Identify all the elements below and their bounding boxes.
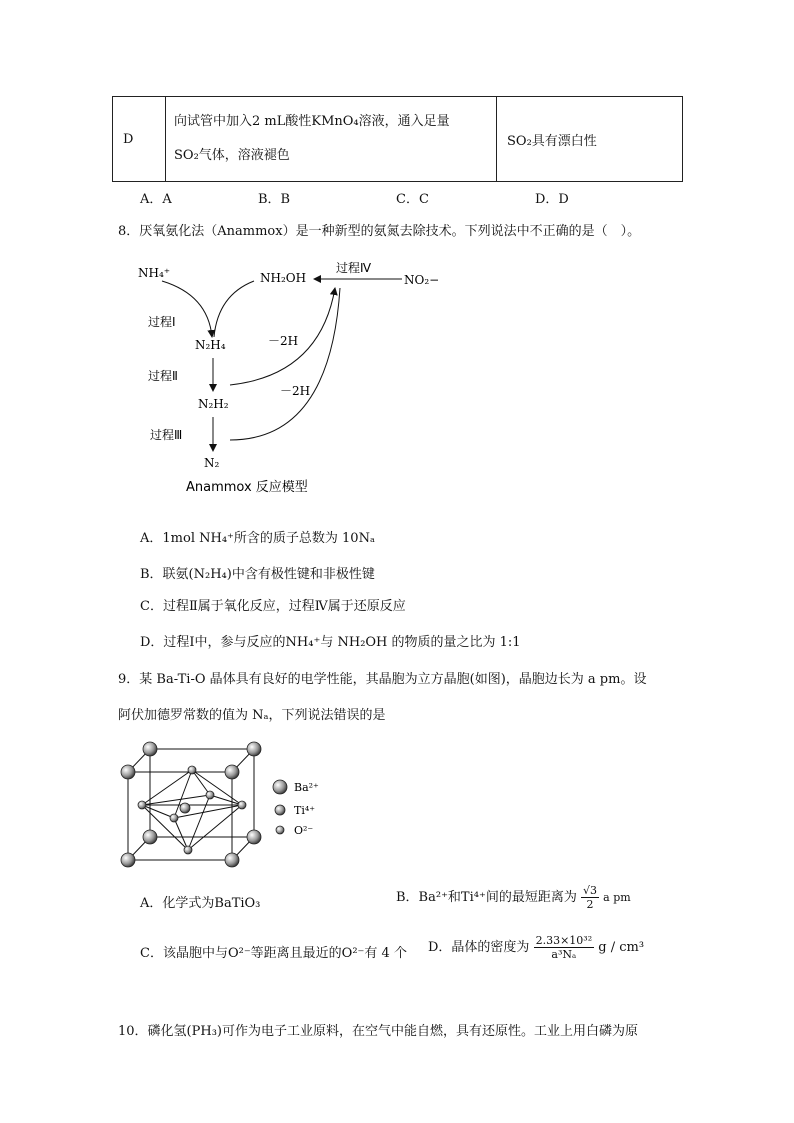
q9-option-d-num: 2.33×10³²: [535, 934, 593, 947]
q7-option-c: C．C: [396, 192, 429, 207]
q9-option-b-unit: a pm: [603, 891, 631, 904]
label-minus2h-b: －2H: [280, 384, 311, 398]
table-row: [113, 97, 683, 182]
q10-stem: 10．磷化氢(PH₃)可作为电子工业原料，在空气中能自燃，具有还原性。工业上用白磷为原: [118, 1024, 638, 1039]
anammox-diagram: [130, 255, 460, 500]
ba-ion: [121, 853, 135, 867]
q8-stem: 8．厌氧氨化法（Anammox）是一种新型的氨氮去除技术。下列说法中不正确的是（ ）。: [118, 224, 641, 239]
q9-stem-line-2: 阿伏加德罗常数的值为 Nₐ，下列说法错误的是: [118, 708, 386, 723]
ba-ion: [143, 830, 157, 844]
q9-option-b-den: 2: [586, 898, 594, 911]
ba-ion: [247, 742, 261, 756]
o-ion: [184, 846, 192, 854]
q9-option-d-text: D．晶体的密度为: [428, 940, 530, 955]
q9-option-b: [396, 884, 631, 911]
q7-option-d: D．D: [535, 192, 569, 207]
q8-option-b: B．联氨(N₂H₄)中含有极性键和非极性键: [140, 567, 375, 582]
legend-o-ball: [276, 826, 284, 834]
q9-option-d: [428, 934, 644, 961]
q9-option-b-num: √3: [582, 884, 597, 897]
o-ion: [238, 801, 246, 809]
q9-option-d-unit: g / cm³: [598, 940, 645, 955]
experiment-table: [112, 96, 683, 182]
q7-option-b: B．B: [258, 192, 291, 207]
o-ion: [188, 766, 196, 774]
ba-ion: [121, 765, 135, 779]
label-process-4: 过程Ⅳ: [336, 261, 372, 275]
label-nh4: NH₄⁺: [138, 266, 171, 280]
arrow-nh2oh-to-n2h4: [214, 281, 254, 337]
q8-option-c: C．过程Ⅱ属于氧化反应，过程Ⅳ属于还原反应: [140, 599, 406, 614]
q9-stem-line-1: 9．某 Ba-Ti-O 晶体具有良好的电学性能，其晶胞为立方晶胞(如图)，晶胞边长为 a pm。设: [118, 672, 647, 687]
q9-option-d-fraction: [534, 934, 595, 961]
ti-ion: [180, 803, 190, 813]
q8-option-d: D．过程Ⅰ中，参与反应的NH₄⁺与 NH₂OH 的物质的量之比为 1:1: [140, 635, 521, 650]
label-n2h2: N₂H₂: [198, 397, 229, 411]
arrow-n2h2-to-nh2oh: [230, 288, 340, 440]
legend-ba: Ba²⁺: [294, 781, 319, 794]
label-n2h4: N₂H₄: [195, 338, 226, 352]
q7-options: [140, 188, 680, 206]
q9-option-b-fraction: [581, 884, 599, 911]
legend-ba-ball: [273, 780, 287, 794]
q7-option-a: A．A: [140, 192, 172, 207]
q9-option-b-text: B．Ba²⁺和Ti⁴⁺间的最短距离为: [396, 890, 577, 905]
o-ion: [206, 791, 214, 799]
label-nh2oh: NH₂OH: [260, 271, 307, 285]
ba-ion: [143, 742, 157, 756]
q9-option-d-den: a³Nₐ: [551, 948, 577, 961]
crystal-cell-diagram: [112, 735, 362, 875]
experiment-line-2: SO₂气体，溶液褪色: [174, 148, 290, 163]
legend-ti-ball: [275, 805, 285, 815]
label-no2: NO₂−: [404, 273, 440, 287]
label-minus2h-a: －2H: [268, 334, 299, 348]
ba-ion: [225, 853, 239, 867]
label-process-3: 过程Ⅲ: [150, 428, 183, 442]
label-process-2: 过程Ⅱ: [148, 369, 178, 383]
q8-option-a: A．1mol NH₄⁺所含的质子总数为 10Nₐ: [140, 531, 375, 546]
legend-ti: Ti⁴⁺: [294, 804, 316, 817]
ba-ion: [225, 765, 239, 779]
q9-option-c: C．该晶胞中与O²⁻等距离且最近的O²⁻有 4 个: [140, 946, 407, 961]
label-n2: N₂: [204, 456, 220, 470]
row-label: D: [113, 97, 166, 182]
diagram-caption: Anammox 反应模型: [186, 480, 308, 495]
conclusion-cell: SO₂具有漂白性: [497, 97, 683, 182]
o-ion: [170, 814, 178, 822]
ba-ion: [247, 830, 261, 844]
legend-o: O²⁻: [294, 824, 314, 837]
label-process-1: 过程Ⅰ: [148, 315, 176, 329]
o-ion: [138, 801, 146, 809]
q9-option-a: A．化学式为BaTiO₃: [140, 896, 261, 911]
experiment-line-1: 向试管中加入2 mL酸性KMnO₄溶液，通入足量: [174, 114, 450, 129]
experiment-cell: [166, 97, 497, 182]
